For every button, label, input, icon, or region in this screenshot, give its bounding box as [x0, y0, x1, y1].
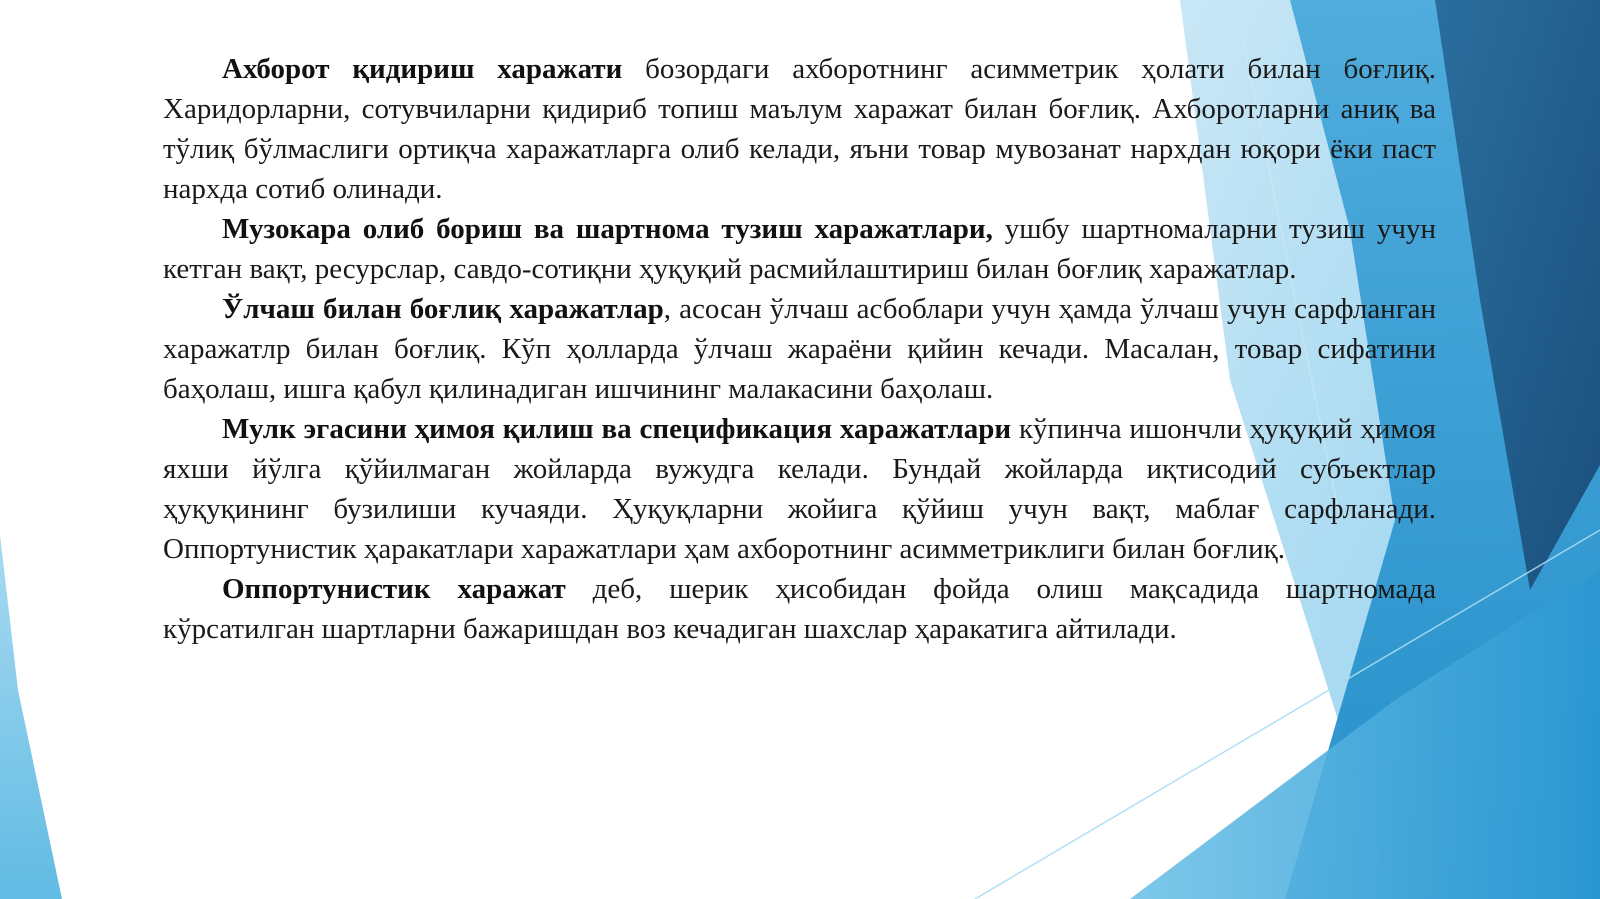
term-property-protection-costs: Мулк эгасини ҳимоя қилиш ва спецификация харажатлари: [222, 413, 1012, 445]
paragraph-property-protection-costs: [163, 409, 1436, 569]
term-search-costs: Ахборот қидириш харажати: [222, 53, 623, 85]
paragraph-text: ушбу шартномаларни тузиш учун кетган вақт, ресурслар, савдо-сотиқни ҳуқуқий расмийлаштириш билан боғлиқ харажатлар.: [163, 213, 1436, 285]
paragraph-text: бозордаги ахборотнинг асимметрик ҳолати билан боғлиқ. Харидорларни, сотувчиларни қидириб топиш маълум харажат билан боғлиқ. Ахборотларни аниқ ва тўлиқ бўлмаслиги ортиқча харажатларга олиб келади, яъни товар мувозанат нархдан юқори ёки паст нархда сотиб олинади.: [163, 53, 1436, 205]
paragraph-text: , асосан ўлчаш асбоблари учун ҳамда ўлчаш учун сарфланган харажатлр билан боғлиқ. Кўп ҳолларда ўлчаш жараёни қийин кечади. Масалан, товар сифатини баҳолаш, ишга қабул қилинадиган ишчининг малакасини баҳолаш.: [163, 293, 1436, 405]
term-negotiation-costs: Музокара олиб бориш ва шартнома тузиш харажатлари,: [222, 213, 993, 245]
paragraph-negotiation-costs: [163, 209, 1436, 289]
term-measurement-costs: Ўлчаш билан боғлиқ харажатлар: [222, 293, 664, 325]
decor-left-wedge: [0, 535, 62, 899]
paragraph-opportunistic-costs: [163, 569, 1436, 649]
paragraph-text: деб, шерик ҳисобидан фойда олиш мақсадида шартномада кўрсатилган шартларни бажаришдан воз кечадиган шахслар ҳаракатига айтилади.: [163, 573, 1437, 645]
paragraph-measurement-costs: [163, 289, 1436, 409]
paragraph-text: кўпинча ишончли ҳуқуқий ҳимоя яхши йўлга қўйилмаган жойларда вужудга келади. Бундай жойларда иқтисодий субъектлар ҳуқуқининг бузилиши кучаяди. Ҳуқуқларни жойига қўйиш учун вақт, маблағ сарфланади. Оппортунистик ҳаракатлари харажатлари ҳам ахборотнинг асимметриклиги билан боғлиқ.: [163, 413, 1436, 565]
term-opportunistic-costs: Оппортунистик харажат: [222, 573, 566, 605]
slide-text-body: [163, 49, 1436, 649]
paragraph-search-costs: [163, 49, 1436, 209]
